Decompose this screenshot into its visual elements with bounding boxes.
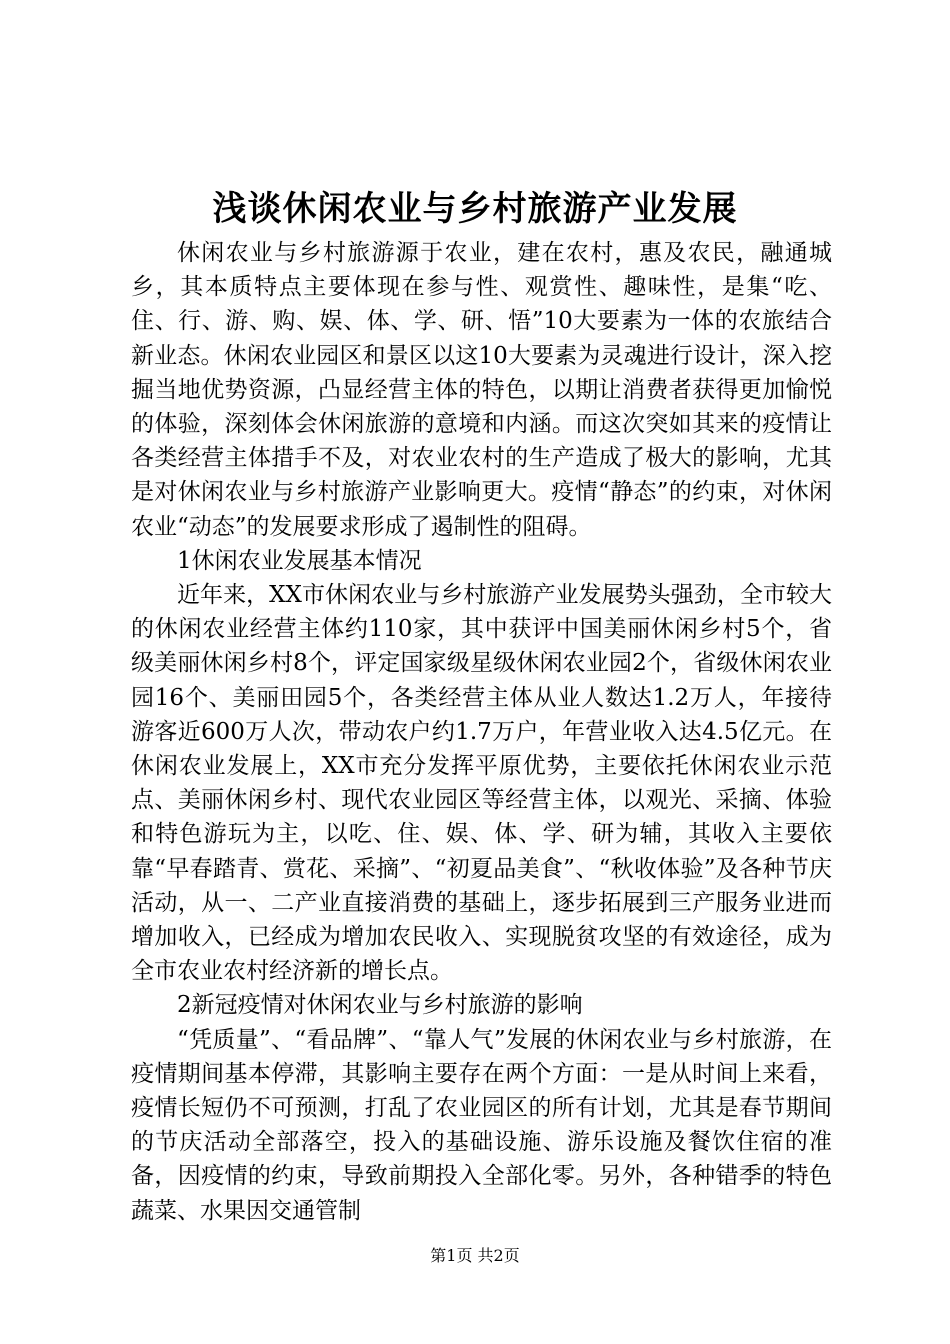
paragraph-section-2: “凭质量”、“看品牌”、“靠人气”发展的休闲农业与乡村旅游，在疫情期间基本停滞，其影响主要存在两个方面：一是从时间上来看，疫情长短仍不可预测，打乱了农业园区的所有计划，尤其是春节期间的节庆活动全部落空，投入的基础设施、游乐设施及餐饮住宿的准备，因疫情的约束，导致前期投入全部化零。另外，各种错季的特色蔬菜、水果因交通管制 (131, 1026, 832, 1224)
paragraph-intro: 休闲农业与乡村旅游源于农业，建在农村，惠及农民，融通城乡，其本质特点主要体现在参与性、观赏性、趣味性，是集“吃、住、行、游、购、娱、体、学、研、悟”10大要素为一体的农旅结合新业态。休闲农业园区和景区以这10大要素为灵魂进行设计，深入挖掘当地优势资源，凸显经营主体的特色，以期让消费者获得更加愉悦的体验，深刻体会休闲旅游的意境和内涵。而这次突如其来的疫情让各类经营主体措手不及，对农业农村的生产造成了极大的影响，尤其是对休闲农业与乡村旅游产业影响更大。疫情“静态”的约束，对休闲农业“动态”的发展要求形成了遏制性的阻碍。 (131, 240, 832, 540)
section-heading-2: 2新冠疫情对休闲农业与乡村旅游的影响 (177, 992, 583, 1019)
document-title: 浅谈休闲农业与乡村旅游产业发展 (212, 189, 738, 229)
section-heading-1: 1休闲农业发展基本情况 (177, 547, 422, 574)
document-body (131, 236, 832, 1228)
page-number-footer: 第1页 共2页 (430, 1246, 520, 1265)
paragraph-section-1: 近年来，XX市休闲农业与乡村旅游产业发展势头强劲，全市较大的休闲农业经营主体约110家，其中获评中国美丽休闲乡村5个，省级美丽休闲乡村8个，评定国家级星级休闲农业园2个，省级休闲农业园16个、美丽田园5个，各类经营主体从业人数达1.2万人，年接待游客近600万人次，带动农户约1.7万户，年营业收入达4.5亿元。在休闲农业发展上，XX市充分发挥平原优势，主要依托休闲农业示范点、美丽休闲乡村、现代农业园区等经营主体，以观光、采摘、体验和特色游玩为主，以吃、住、娱、体、学、研为辅，其收入主要依靠“早春踏青、赏花、采摘”、“初夏品美食”、“秋收体验”及各种节庆活动，从一、二产业直接消费的基础上，逐步拓展到三产服务业进而增加收入，已经成为增加农民收入、实现脱贫攻坚的有效途径，成为全市农业农村经济新的增长点。 (131, 582, 832, 985)
